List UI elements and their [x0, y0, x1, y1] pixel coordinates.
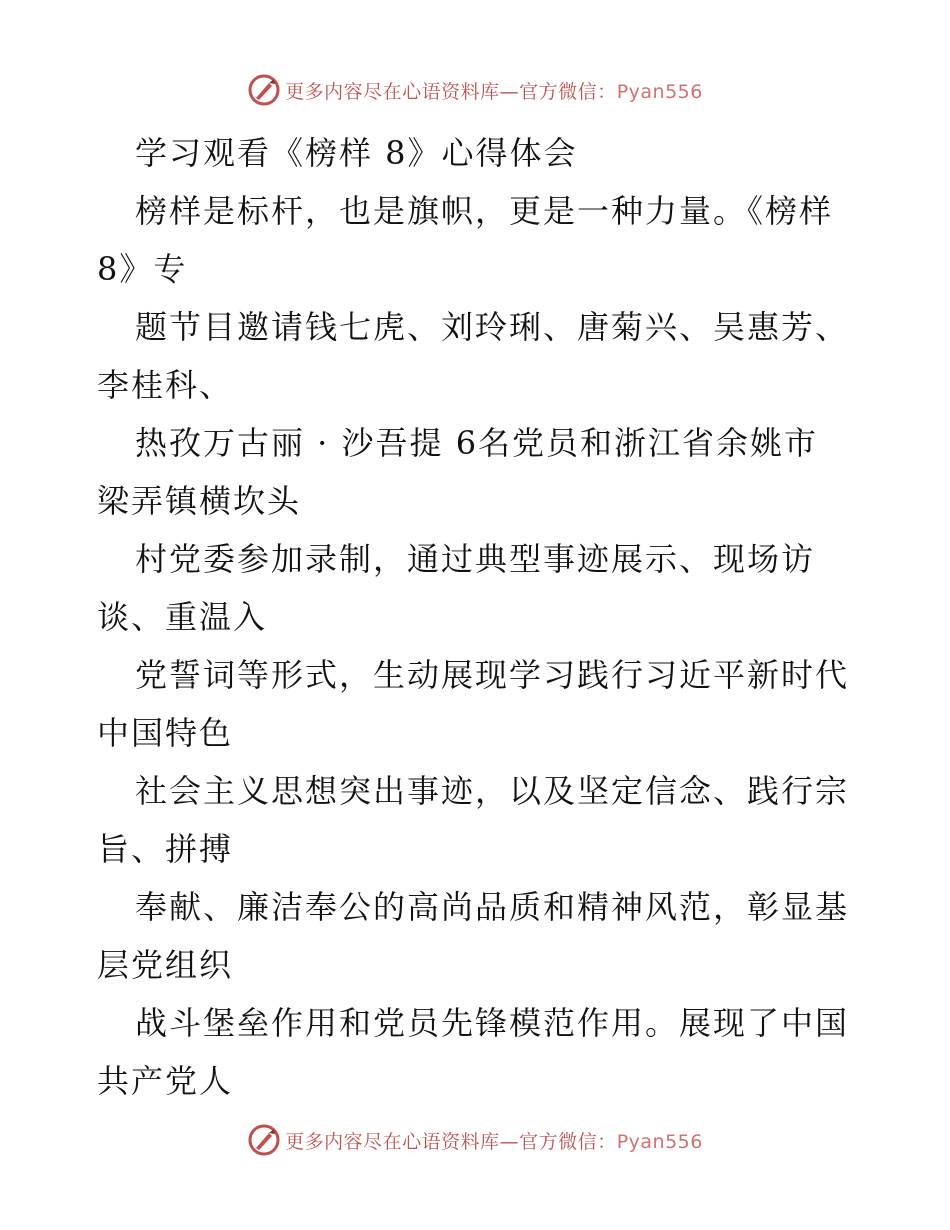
paragraph-line: 梁弄镇横坎头: [97, 482, 302, 520]
paragraph-line: 中国特色: [97, 714, 234, 752]
paragraph-line: 谈、重温入: [97, 598, 268, 636]
quill-pen-logo-icon: [247, 73, 281, 107]
paragraph-line: 李桂科、: [97, 366, 234, 404]
document-body: [97, 124, 857, 1110]
paragraph-line: 层党组织: [97, 946, 234, 984]
header-watermark: [0, 70, 950, 110]
paragraph-line: 党誓词等形式，生动展现学习践行习近平新时代: [135, 656, 850, 694]
watermark-text: 更多内容尽在心语资料库—官方微信：Pyan556: [285, 1130, 703, 1153]
document-title: 学习观看《榜样 8》心得体会: [135, 134, 578, 172]
paragraph-line: 8》专: [97, 250, 188, 288]
watermark-text: 更多内容尽在心语资料库—官方微信：Pyan556: [285, 80, 703, 103]
paragraph-line: 共产党人: [97, 1062, 234, 1100]
paragraph-line: 题节目邀请钱七虎、刘玲琍、唐菊兴、吴惠芳、: [135, 308, 850, 346]
paragraph-line: 奉献、廉洁奉公的高尚品质和精神风范，彰显基: [135, 888, 850, 926]
paragraph-line: 社会主义思想突出事迹，以及坚定信念、践行宗: [135, 772, 850, 810]
footer-watermark: [0, 1120, 950, 1160]
quill-pen-logo-icon: [247, 1123, 281, 1157]
paragraph-line: 热孜万古丽 · 沙吾提 6名党员和浙江省余姚市: [135, 424, 819, 462]
paragraph-line: 战斗堡垒作用和党员先锋模范作用。展现了中国: [135, 1004, 850, 1042]
paragraph-line: 旨、拼搏: [97, 830, 234, 868]
paragraph-line: 榜样是标杆，也是旗帜，更是一种力量。《榜样: [135, 192, 834, 230]
paragraph-line: 村党委参加录制，通过典型事迹展示、现场访: [135, 540, 816, 578]
